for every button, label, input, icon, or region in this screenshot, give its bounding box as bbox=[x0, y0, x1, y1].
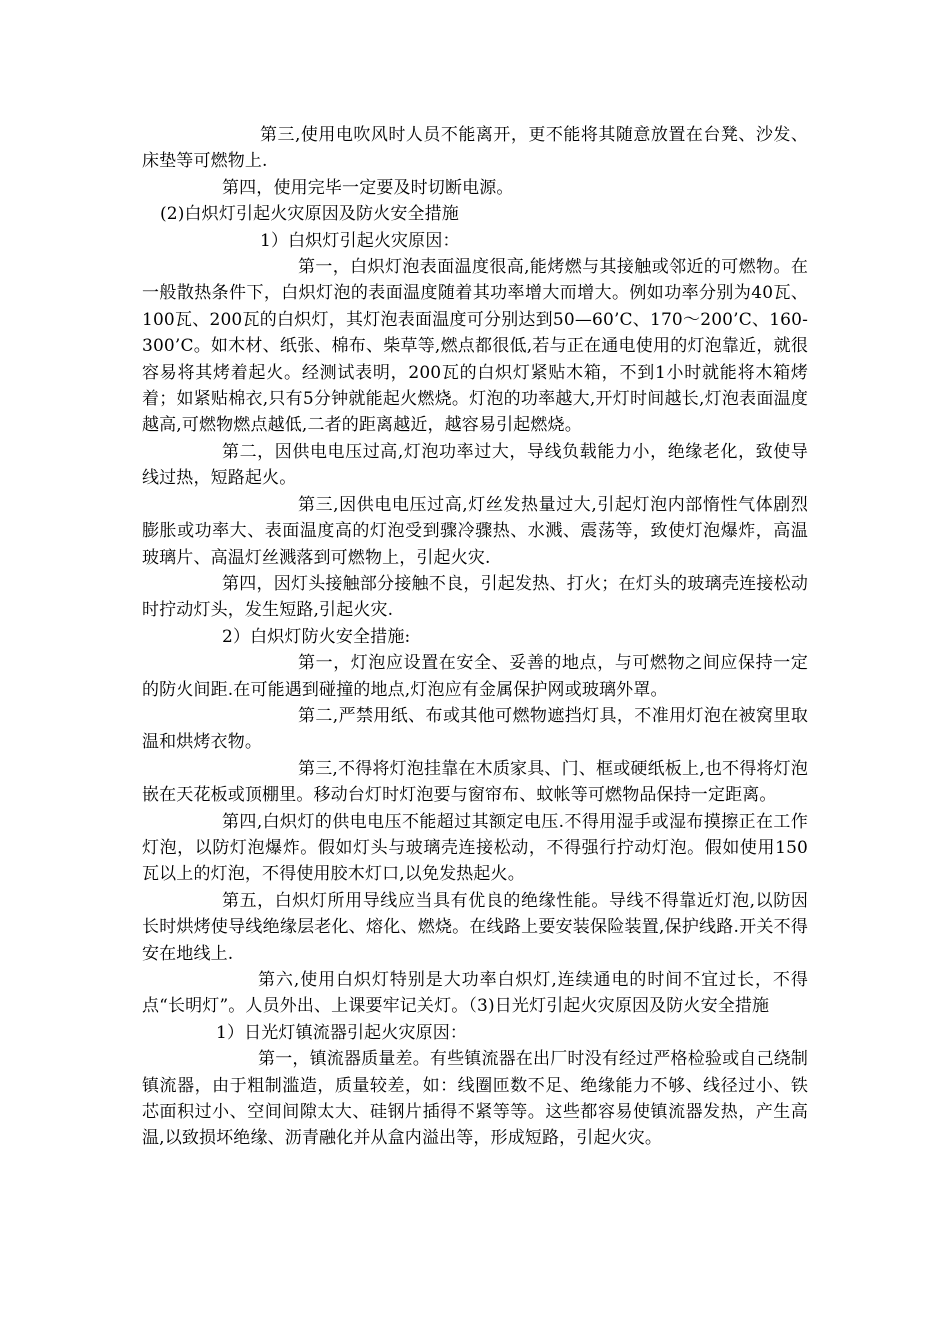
paragraph-cause-fourth: 第四，因灯头接触部分接触不良，引起发热、打火；在灯头的玻璃壳连接松动时拧动灯头，发生短路,引起火灾. bbox=[142, 573, 808, 621]
paragraph-hair-dryer-fourth: 第四，使用完毕一定要及时切断电源。 bbox=[222, 177, 514, 198]
paragraph-measure-third: 第三,不得将灯泡挂靠在木质家具、门、框或硬纸板上,也不得将灯泡嵌在天花板或顶棚里。移动台灯时灯泡要与窗帘布、蚊帐等可燃物品保持一定距离。 bbox=[142, 758, 808, 806]
paragraph-ballast-first: 第一，镇流器质量差。有些镇流器在出厂时没有经过严格检验或自己绕制镇流器，由于粗制滥造，质量较差，如：线圈匝数不足、绝缘能力不够、线径过小、铁芯面积过小、空间间隙太大、硅钢片插得不紧等等。这些都容易使镇流器发热，产生高温,以致损坏绝缘、沥青融化并从盒内溢出等，形成短路，引起火灾。 bbox=[142, 1049, 808, 1149]
subheading-incandescent-causes: 1）白炽灯引起火灾原因： bbox=[260, 230, 460, 251]
document-page bbox=[142, 122, 808, 1152]
paragraph-measure-fourth: 第四,白炽灯的供电电压不能超过其额定电压.不得用湿手或湿布摸擦正在工作灯泡，以防灯泡爆炸。假如灯头与玻璃壳连接松动，不得强行拧动灯泡。假如使用150瓦以上的灯泡，不得使用胶木灯口,以免发热起火。 bbox=[142, 811, 808, 885]
subheading-fluorescent-causes: 1）日光灯镇流器引起火灾原因： bbox=[216, 1022, 468, 1043]
paragraph-cause-second: 第二，因供电电压过高,灯泡功率过大，导线负载能力小，绝缘老化，致使导线过热，短路起火。 bbox=[142, 441, 808, 489]
paragraph-measure-sixth: 第六,使用白炽灯特别是大功率白炽灯,连续通电的时间不宜过长，不得点“长明灯”。人员外出、上课要牢记关灯。（3)日光灯引起火灾原因及防火安全措施 bbox=[142, 970, 808, 1017]
paragraph-hair-dryer-third: 第三,使用电吹风时人员不能离开，更不能将其随意放置在台凳、沙发、床垫等可燃物上. bbox=[142, 125, 808, 172]
section-heading-incandescent: (2)白炽灯引起火灾原因及防火安全措施 bbox=[160, 204, 459, 225]
paragraph-measure-first: 第一，灯泡应设置在安全、妥善的地点，与可燃物之间应保持一定的防火间距.在可能遇到碰撞的地点,灯泡应有金属保护网或玻璃外罩。 bbox=[142, 653, 808, 700]
subheading-incandescent-measures: 2）白炽灯防火安全措施: bbox=[222, 626, 411, 647]
paragraph-measure-second: 第二,严禁用纸、布或其他可燃物遮挡灯具，不准用灯泡在被窝里取温和烘烤衣物。 bbox=[142, 705, 808, 753]
paragraph-measure-fifth: 第五，白炽灯所用导线应当具有优良的绝缘性能。导线不得靠近灯泡,以防因长时烘烤使导线绝缘层老化、熔化、燃烧。在线路上要安装保险装置,保护线路.开关不得安在地线上. bbox=[142, 890, 808, 964]
paragraph-cause-third: 第三,因供电电压过高,灯丝发热量过大,引起灯泡内部惰性气体剧烈膨胀或功率大、表面温度高的灯泡受到骤冷骤热、水溅、震荡等，致使灯泡爆炸，高温玻璃片、高温灯丝溅落到可燃物上，引起火灾. bbox=[142, 494, 808, 568]
paragraph-cause-first: 第一，白炽灯泡表面温度很高,能烤燃与其接触或邻近的可燃物。在一般散热条件下，白炽灯泡的表面温度随着其功率增大而增大。例如功率分别为40瓦、100瓦、200瓦的白炽灯，其灯泡表面温度可分别达到50—60’C、170～200’C、160-300’C。如木材、纸张、棉布、柴草等,燃点都很低,若与正在通电使用的灯泡靠近，就很容易将其烤着起火。经测试表明，200瓦的白炽灯紧贴木箱，不到1小时就能将木箱烤着；如紧贴棉衣,只有5分钟就能起火燃烧。灯泡的功率越大,开灯时间越长,灯泡表面温度越高,可燃物燃点越低,二者的距离越近，越容易引起燃烧。 bbox=[142, 257, 808, 436]
